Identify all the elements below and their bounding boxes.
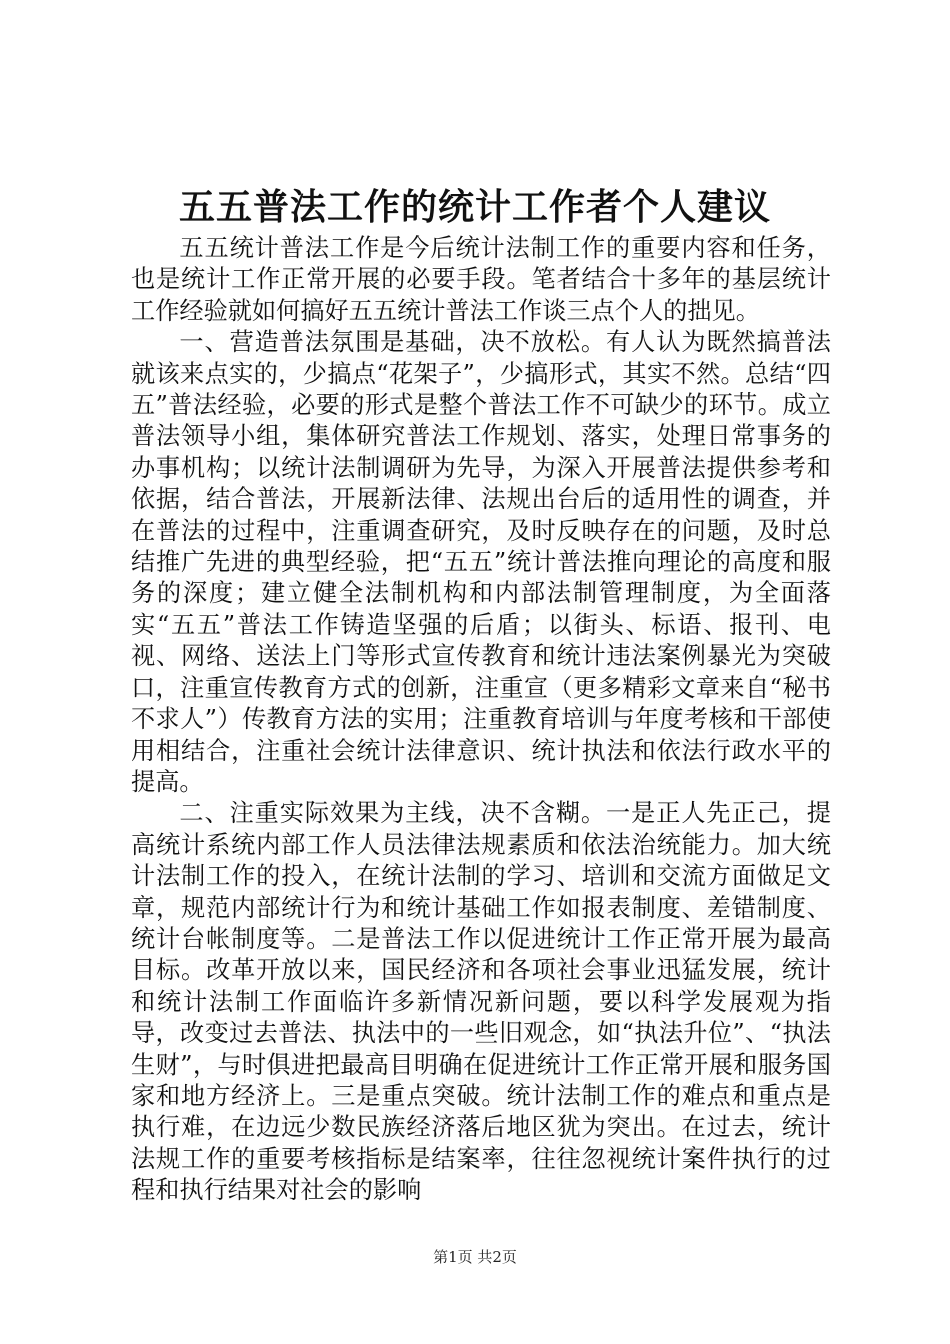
page-number-footer: 第1页 共2页 <box>433 1248 517 1266</box>
document-title: 五五普法工作的统计工作者个人建议 <box>178 186 771 228</box>
paragraph-section-one: 一、营造普法氛围是基础，决不放松。有人认为既然搞普法就该来点实的，少搞点“花架子”，少搞形式，其实不然。总结“四五”普法经验，必要的形式是整个普法工作不可缺少的环节。成立普法领导小组，集体研究普法工作规划、落实，处理日常事务的办事机构；以统计法制调研为先导，为深入开展普法提供参考和依据，结合普法，开展新法律、法规出台后的适用性的调查，并在普法的过程中，注重调查研究，及时反映存在的问题，及时总结推广先进的典型经验，把“五五”统计普法推向理论的高度和服务的深度；建立健全法制机构和内部法制管理制度，为全面落实“五五”普法工作铸造坚强的后盾；以街头、标语、报刊、电视、网络、送法上门等形式宣传教育和统计违法案例暴光为突破口，注重宣传教育方式的创新，注重宣（更多精彩文章来自“秘书不求人”）传教育方法的实用；注重教育培训与年度考核和干部使用相结合，注重社会统计法律意识、统计执法和依法行政水平的提高。 <box>131 328 831 796</box>
paragraph-section-two: 二、注重实际效果为主线，决不含糊。一是正人先正己，提高统计系统内部工作人员法律法规素质和依法治统能力。加大统计法制工作的投入，在统计法制的学习、培训和交流方面做足文章，规范内部统计行为和统计基础工作如报表制度、差错制度、统计台帐制度等。二是普法工作以促进统计工作正常开展为最高目标。改革开放以来，国民经济和各项社会事业迅猛发展，统计和统计法制工作面临许多新情况新问题，要以科学发展观为指导，改变过去普法、执法中的一些旧观念，如“执法升位”、“执法生财”，与时俱进把最高目明确在促进统计工作正常开展和服务国家和地方经济上。三是重点突破。统计法制工作的难点和重点是执行难，在边远少数民族经济落后地区犹为突出。在过去，统计法规工作的重要考核指标是结案率，往往忽视统计案件执行的过程和执行结果对社会的影响 <box>131 799 831 1205</box>
paragraph-intro: 五五统计普法工作是今后统计法制工作的重要内容和任务，也是统计工作正常开展的必要手段。笔者结合十多年的基层统计工作经验就如何搞好五五统计普法工作谈三点个人的拙见。 <box>131 234 831 325</box>
document-body <box>131 233 831 1207</box>
